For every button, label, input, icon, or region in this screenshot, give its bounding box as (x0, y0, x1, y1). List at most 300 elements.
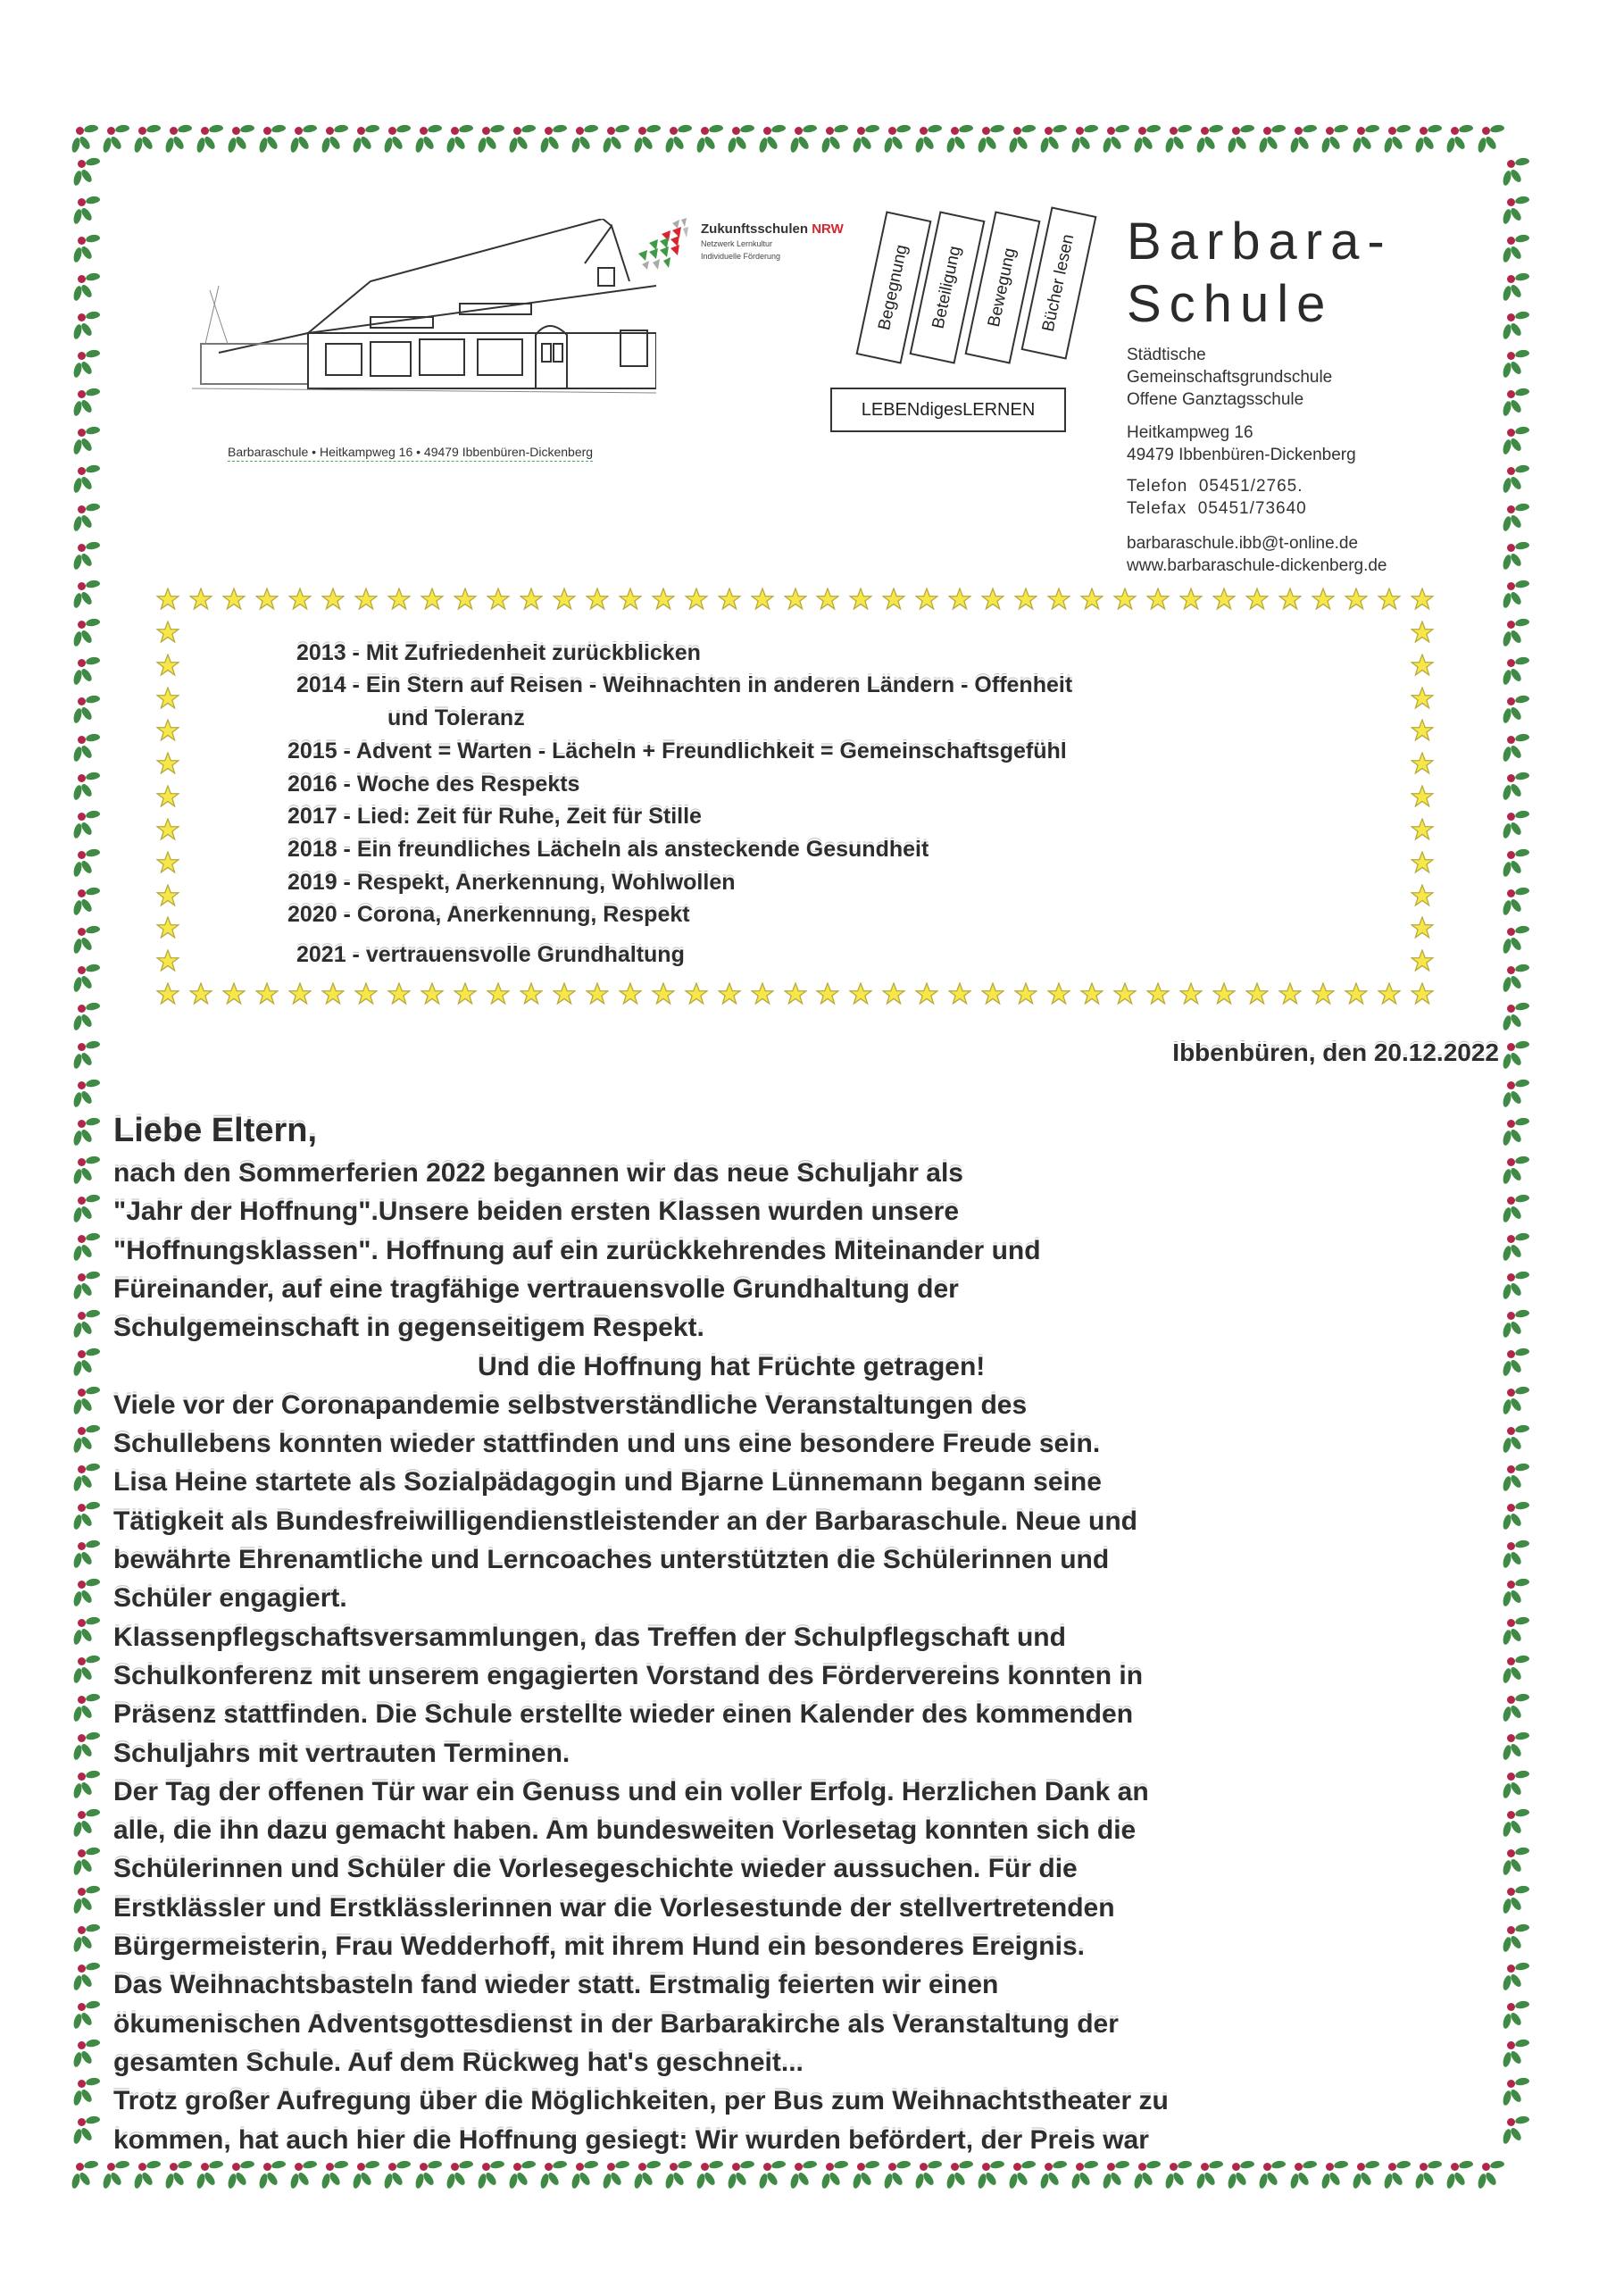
motto-2016: 2016 - Woche des Respekts (287, 772, 580, 797)
nrw-logo-line2: Individuelle Förderung (701, 252, 781, 261)
holly-icon (1503, 1731, 1534, 1769)
star-icon (1179, 588, 1203, 611)
star-icon (915, 982, 938, 1005)
holly-icon (73, 1846, 104, 1884)
holly-icon (1228, 123, 1259, 155)
holly-icon (73, 233, 104, 271)
letter-line: alle, die ihn dazu gemacht haben. Am bundesweiten Vorlesetag konnten sich die (113, 1815, 1137, 1846)
motto-2014: 2014 - Ein Stern auf Reisen - Weihnachten in anderen Ländern - Offenheit (296, 672, 1073, 697)
holly-icon (571, 123, 603, 155)
holly-icon (1103, 123, 1134, 155)
lebendiges-lernen-shelf: LEBENdigesLERNEN (830, 388, 1066, 432)
holly-icon (73, 310, 104, 348)
holly-icon (1040, 123, 1071, 155)
holly-icon (1071, 123, 1103, 155)
star-icon (156, 818, 179, 841)
letter-line: Schülerinnen und Schüler die Vorlesegeschichte wieder aussuchen. Für die (113, 1854, 1078, 1884)
holly-icon (73, 1155, 104, 1193)
star-icon (553, 982, 576, 1005)
star-icon (421, 982, 444, 1005)
motto-2017: 2017 - Lied: Zeit für Ruhe, Zeit für Stille (287, 804, 702, 829)
holly-border-left (73, 156, 104, 2153)
letter-date: Ibbenbüren, den 20.12.2022 (1172, 1039, 1499, 1066)
motto-2019: 2019 - Respekt, Anerkennung, Wohlwollen (287, 870, 736, 895)
holly-icon (884, 2159, 915, 2191)
holly-icon (73, 1116, 104, 1155)
star-icon (1245, 588, 1269, 611)
holly-icon (165, 123, 196, 155)
holly-icon (478, 123, 509, 155)
star-icon (354, 982, 378, 1005)
holly-icon (1196, 123, 1228, 155)
holly-icon (1196, 2159, 1228, 2191)
holly-icon (1446, 2159, 1478, 2191)
holly-icon (196, 123, 228, 155)
holly-icon (1503, 1462, 1534, 1500)
star-icon (553, 588, 576, 611)
star-icon (751, 982, 774, 1005)
holly-icon (1503, 886, 1534, 924)
holly-icon (1503, 1769, 1534, 1807)
star-icon (619, 982, 642, 1005)
star-icon (718, 982, 741, 1005)
letter-line: gesamten Schule. Auf dem Rückweg hat's geschneit... (113, 2047, 804, 2077)
holly-icon (353, 123, 384, 155)
holly-icon (415, 123, 446, 155)
book-label: Bücher lesen (1038, 232, 1079, 334)
holly-icon (73, 617, 104, 655)
holly-icon (134, 123, 165, 155)
star-icon (1047, 588, 1070, 611)
school-type-line1: Städtische (1127, 346, 1206, 364)
holly-icon (978, 2159, 1009, 2191)
holly-icon (1503, 924, 1534, 963)
holly-icon (1503, 1923, 1534, 1961)
star-icon (1411, 719, 1434, 742)
star-icon (156, 949, 179, 972)
star-icon (156, 687, 179, 710)
letter-line: Trotz großer Aufregung über die Möglichkeiten, per Bus zum Weihnachtstheater zu (113, 2086, 1169, 2116)
school-type-line3: Offene Ganztagsschule (1127, 390, 1304, 409)
holly-icon (728, 123, 759, 155)
holly-icon (1503, 1078, 1534, 1116)
holly-icon (73, 579, 104, 617)
holly-icon (1503, 540, 1534, 579)
star-icon (520, 982, 543, 1005)
star-icon (387, 588, 411, 611)
star-icon (1080, 588, 1103, 611)
holly-icon (73, 1270, 104, 1308)
holly-icon (73, 195, 104, 233)
holly-icon (1009, 123, 1040, 155)
holly-icon (1503, 579, 1534, 617)
fax-number: 05451/73640 (1197, 499, 1307, 518)
letter-line: Klassenpflegschaftsversammlungen, das Treffen der Schulpflegschaft und (113, 1622, 1066, 1652)
star-icon (1146, 588, 1170, 611)
star-icon (948, 588, 971, 611)
holly-icon (1503, 502, 1534, 540)
letter-line: Schüler engagiert. (113, 1583, 347, 1614)
holly-icon (259, 123, 290, 155)
holly-icon (1165, 123, 1196, 155)
star-icon (1411, 884, 1434, 907)
holly-icon (71, 123, 103, 155)
holly-icon (1503, 1385, 1534, 1423)
holly-icon (1503, 195, 1534, 233)
holly-icon (1503, 1116, 1534, 1155)
holly-icon (1503, 425, 1534, 463)
holly-icon (1290, 123, 1321, 155)
holly-icon (1503, 1884, 1534, 1923)
motto-2018: 2018 - Ein freundliches Lächeln als ansteckende Gesundheit (287, 837, 929, 862)
holly-icon (321, 2159, 353, 2191)
letter-line: Erstklässler und Erstklässlerinnen war die Vorlesestunde der stellvertretenden (113, 1892, 1115, 1923)
holly-icon (1503, 271, 1534, 310)
school-name-line1: Barbara- (1127, 213, 1393, 271)
holly-icon (446, 2159, 478, 2191)
star-icon (156, 982, 179, 1005)
star-icon (487, 982, 510, 1005)
star-icon (1179, 982, 1203, 1005)
holly-icon (790, 123, 821, 155)
letter-line: ökumenischen Adventsgottesdienst in der Barbarakirche als Veranstaltung der (113, 2008, 1119, 2039)
book-label: Begegnung (875, 243, 912, 332)
holly-icon (696, 123, 728, 155)
holly-icon (73, 1078, 104, 1116)
star-icon (1113, 982, 1137, 1005)
letter-line: Bürgermeisterin, Frau Wedderhoff, mit ihrem Hund ein besonderes Ereignis. (113, 1931, 1085, 1961)
star-icon (1378, 588, 1401, 611)
holly-icon (73, 1961, 104, 1999)
star-icon (586, 982, 609, 1005)
star-icon (685, 982, 708, 1005)
star-icon (1411, 949, 1434, 972)
star-icon (751, 588, 774, 611)
star-icon (288, 982, 312, 1005)
holly-icon (1353, 123, 1384, 155)
star-icon (1014, 982, 1037, 1005)
school-contact (1127, 475, 1307, 520)
phone-label: Telefon (1127, 477, 1188, 496)
holly-icon (884, 123, 915, 155)
holly-icon (509, 2159, 540, 2191)
holly-icon (821, 123, 853, 155)
zukunftsschulen-nrw-logo (629, 214, 844, 281)
holly-icon (1165, 2159, 1196, 2191)
holly-icon (1503, 694, 1534, 732)
letter-line: Und die Hoffnung hat Früchte getragen! (478, 1351, 986, 1381)
holly-icon (1040, 2159, 1071, 2191)
holly-icon (571, 2159, 603, 2191)
holly-icon (228, 123, 259, 155)
holly-icon (1134, 2159, 1165, 2191)
star-icon (487, 588, 510, 611)
holly-icon (540, 123, 571, 155)
holly-icon (73, 2076, 104, 2115)
holly-icon (478, 2159, 509, 2191)
star-icon (520, 588, 543, 611)
school-email[interactable]: barbaraschule.ibb@t-online.de (1127, 534, 1359, 553)
holly-icon (759, 2159, 790, 2191)
star-icon (1411, 654, 1434, 677)
holly-icon (1503, 1654, 1534, 1692)
holly-icon (634, 2159, 665, 2191)
holly-icon (73, 924, 104, 963)
star-icon (685, 588, 708, 611)
star-icon (156, 654, 179, 677)
holly-icon (384, 123, 415, 155)
star-icon (1411, 818, 1434, 841)
letter-line: "Jahr der Hoffnung".Unsere beiden ersten Klassen wurden unsere (113, 1197, 960, 1227)
holly-icon (1103, 2159, 1134, 2191)
holly-icon (1503, 387, 1534, 425)
holly-icon (73, 1539, 104, 1577)
star-icon (321, 588, 345, 611)
nrw-logo-line1: Netzwerk Lernkultur (701, 239, 773, 248)
holly-border-right (1503, 156, 1534, 2153)
holly-icon (73, 463, 104, 502)
school-website[interactable]: www.barbaraschule-dickenberg.de (1127, 556, 1387, 575)
holly-icon (1503, 1347, 1534, 1385)
holly-icon (1503, 2038, 1534, 2076)
holly-icon (103, 2159, 134, 2191)
star-icon (156, 916, 179, 939)
holly-icon (1259, 123, 1290, 155)
holly-icon (1503, 1039, 1534, 1078)
book-label: Bewegung (984, 246, 1020, 329)
holly-icon (1503, 771, 1534, 809)
holly-icon (73, 1308, 104, 1347)
holly-icon (1503, 655, 1534, 694)
holly-icon (73, 387, 104, 425)
sender-address-line: Barbaraschule • Heitkampweg 16 • 49479 Ibbenbüren-Dickenberg (228, 445, 593, 462)
holly-icon (384, 2159, 415, 2191)
holly-icon (73, 1884, 104, 1923)
holly-icon (1503, 847, 1534, 886)
holly-icon (603, 123, 634, 155)
letter-line: Viele vor der Coronapandemie selbstverständliche Veranstaltungen des (113, 1389, 1028, 1420)
letter-line: kommen, hat auch hier die Hoffnung gesiegt: Wir wurden befördert, der Preis war (113, 2124, 1149, 2155)
holly-icon (73, 1500, 104, 1539)
holly-icon (71, 2159, 103, 2191)
nrw-logo-title-text: Zukunftsschulen (701, 221, 809, 237)
school-building-sketch (192, 219, 656, 397)
holly-icon (1503, 1270, 1534, 1308)
nrw-triangles-icon (629, 214, 696, 277)
star-icon (156, 719, 179, 742)
holly-icon (73, 2115, 104, 2153)
holly-icon (1503, 809, 1534, 847)
holly-icon (73, 1615, 104, 1654)
star-icon (354, 588, 378, 611)
star-icon (1378, 982, 1401, 1005)
star-icon (288, 588, 312, 611)
letter-greeting: Liebe Eltern, (113, 1112, 318, 1149)
star-icon (156, 588, 179, 611)
star-icon (1212, 982, 1236, 1005)
star-icon (189, 982, 212, 1005)
school-city: 49479 Ibbenbüren-Dickenberg (1127, 446, 1356, 464)
phone-number: 05451/2765. (1198, 477, 1303, 496)
holly-icon (73, 1769, 104, 1807)
star-icon (1411, 982, 1434, 1005)
letter-line: nach den Sommerferien 2022 begannen wir das neue Schuljahr als (113, 1158, 963, 1188)
holly-icon (1321, 123, 1353, 155)
holly-icon (73, 809, 104, 847)
school-address (1127, 421, 1356, 466)
letter-line: Der Tag der offenen Tür war ein Genuss und ein voller Erfolg. Herzlichen Dank an (113, 1776, 1149, 1806)
holly-icon (73, 1001, 104, 1039)
holly-icon (1503, 310, 1534, 348)
holly-border-top (71, 123, 1509, 155)
letter-line: Lisa Heine startete als Sozialpädagogin und Bjarne Lünnemann begann seine (113, 1467, 1102, 1498)
holly-icon (853, 2159, 884, 2191)
holly-icon (1503, 1846, 1534, 1884)
holly-icon (915, 2159, 946, 2191)
holly-icon (290, 2159, 321, 2191)
holly-icon (1503, 2076, 1534, 2115)
holly-icon (634, 123, 665, 155)
holly-icon (978, 123, 1009, 155)
letter-line: Schuljahrs mit vertrauten Terminen. (113, 1738, 570, 1768)
star-icon (1411, 687, 1434, 710)
star-icon (156, 621, 179, 644)
holly-icon (73, 1807, 104, 1846)
holly-icon (509, 123, 540, 155)
star-icon (1312, 588, 1335, 611)
holly-icon (73, 1231, 104, 1270)
holly-icon (228, 2159, 259, 2191)
holly-icon (665, 2159, 696, 2191)
nrw-logo-suffix: NRW (812, 221, 844, 237)
holly-icon (73, 1193, 104, 1231)
holly-icon (1290, 2159, 1321, 2191)
holly-icon (259, 2159, 290, 2191)
fax-label: Telefax (1127, 499, 1187, 518)
holly-icon (1503, 617, 1534, 655)
holly-icon (1228, 2159, 1259, 2191)
school-street: Heitkampweg 16 (1127, 423, 1253, 442)
school-online (1127, 532, 1387, 577)
school-name-line2: Schule (1127, 275, 1334, 333)
holly-icon (665, 123, 696, 155)
letter-line: "Hoffnungsklassen". Hoffnung auf ein zurückkehrendes Miteinander und (113, 1235, 1041, 1265)
holly-icon (353, 2159, 384, 2191)
letter-line: Das Weihnachtsbasteln fand wieder statt. Erstmalig feierten wir einen (113, 1970, 999, 2000)
star-icon (915, 588, 938, 611)
holly-icon (73, 694, 104, 732)
star-icon (255, 982, 279, 1005)
star-icon (1411, 785, 1434, 808)
letter-line: Tätigkeit als Bundesfreiwilligendienstleistender an der Barbaraschule. Neue und (113, 1506, 1137, 1536)
holly-icon (1071, 2159, 1103, 2191)
holly-icon (103, 123, 134, 155)
letter-line: Schulkonferenz mit unserem engagierten Vorstand des Fördervereins konnten in (113, 1660, 1144, 1690)
star-icon (586, 588, 609, 611)
holly-icon (1353, 2159, 1384, 2191)
holly-icon (759, 123, 790, 155)
star-icon (784, 982, 807, 1005)
star-icon (1047, 982, 1070, 1005)
holly-icon (73, 1423, 104, 1462)
holly-icon (1478, 2159, 1509, 2191)
star-icon (222, 982, 246, 1005)
holly-icon (1503, 1961, 1534, 1999)
holly-icon (1321, 2159, 1353, 2191)
star-icon (652, 588, 675, 611)
holly-icon (73, 655, 104, 694)
holly-icon (290, 123, 321, 155)
star-icon (882, 588, 905, 611)
star-icon (1278, 982, 1302, 1005)
holly-icon (696, 2159, 728, 2191)
holly-icon (1503, 463, 1534, 502)
holly-icon (73, 425, 104, 463)
star-icon (849, 982, 872, 1005)
holly-icon (73, 1347, 104, 1385)
holly-icon (73, 1385, 104, 1423)
star-icon (816, 588, 839, 611)
letter-line: bewährte Ehrenamtliche und Lerncoaches unterstützten die Schülerinnen und (113, 1545, 1110, 1574)
star-icon (454, 588, 477, 611)
star-icon (1312, 982, 1335, 1005)
holly-icon (1503, 2115, 1534, 2153)
star-icon (1212, 588, 1236, 611)
holly-icon (73, 1462, 104, 1500)
star-icon (948, 982, 971, 1005)
star-icon (454, 982, 477, 1005)
star-icon (1345, 588, 1368, 611)
star-icon (1146, 982, 1170, 1005)
star-icon (189, 588, 212, 611)
star-icon (1278, 588, 1302, 611)
holly-icon (1503, 1692, 1534, 1731)
holly-icon (73, 2038, 104, 2076)
holly-icon (73, 1923, 104, 1961)
holly-icon (1503, 1193, 1534, 1231)
star-icon (1345, 982, 1368, 1005)
holly-icon (1503, 1001, 1534, 1039)
holly-icon (1503, 1500, 1534, 1539)
holly-icon (1503, 1308, 1534, 1347)
school-name (1127, 211, 1393, 336)
star-icon (156, 752, 179, 775)
motto-2021: 2021 - vertrauensvolle Grundhaltung (296, 942, 685, 967)
holly-border-bottom (71, 2159, 1509, 2191)
holly-icon (73, 1654, 104, 1692)
holly-icon (415, 2159, 446, 2191)
holly-icon (73, 540, 104, 579)
holly-icon (1134, 123, 1165, 155)
holly-icon (73, 348, 104, 387)
holly-icon (1503, 963, 1534, 1001)
holly-icon (1503, 1231, 1534, 1270)
holly-icon (73, 847, 104, 886)
holly-icon (1503, 233, 1534, 271)
star-icon (156, 884, 179, 907)
star-icon (784, 588, 807, 611)
star-icon (1014, 588, 1037, 611)
holly-icon (1478, 123, 1509, 155)
star-icon (321, 982, 345, 1005)
holly-icon (728, 2159, 759, 2191)
holly-icon (73, 1731, 104, 1769)
motto-2013: 2013 - Mit Zufriedenheit zurückblicken (296, 640, 701, 665)
letter-line: Schulgemeinschaft in gegenseitigem Respekt. (113, 1313, 704, 1343)
holly-icon (1259, 2159, 1290, 2191)
star-icon (1411, 621, 1434, 644)
star-icon (1411, 916, 1434, 939)
